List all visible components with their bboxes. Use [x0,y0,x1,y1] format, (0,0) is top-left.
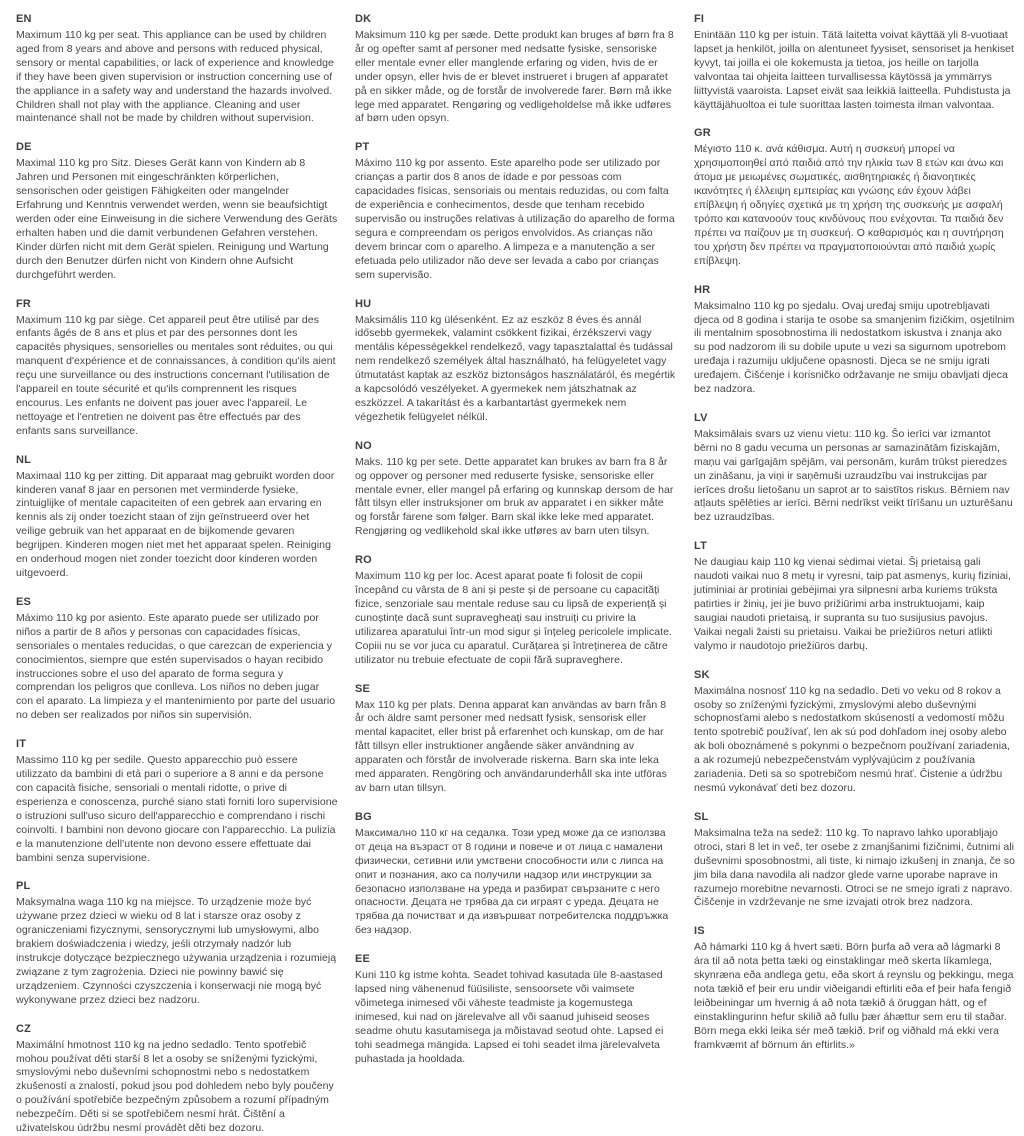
language-section-ro [355,554,677,667]
language-section-es [16,596,338,723]
language-code: BG [355,810,372,823]
section-text: Kuni 110 kg istme kohta. Seadet tohivad kasutada üle 8-aastased lapsed ning vähenenud füüsiliste, sensoorsete või vaimsete võimetega inimesed või väheste teadmiste ja kogemustega inimesed, kui nad on järelevalve all või saanud juhiseid seoses seadme ohutu kasutamisega ja mõistavad seotud ohte. Lapsed ei tohi seadmega mängida. Lapsed ei tohi seadet ilma järelevalveta puhastada ja hooldada. [355,969,664,1065]
language-code: FI [694,13,705,25]
section-text: Μέγιστο 110 κ. ανά κάθισμα. Αυτή η συσκευή μπορεί να χρησιμοποιηθεί από παιδιά από την ηλικία των 8 ετών και άνω και άτομα με μειωμένες σωματικές, αισθητηριακές ή διανοητικές ικανότητες ή έλλειψη εμπειρίας και γνώσης εάν έχουν λάβει επίβλεψη ή οδηγίες σχετικά με τη χρήση της συσκευής με ασφαλή τρόπο και κατανοούν τους κινδύνους που ενέχονται. Τα παιδιά δεν πρέπει να παίζουν με τη συσκευή. Ο καθαρισμός και η συντήρηση του χρήστη δεν πρέπει να πραγματοποιούνται από παιδιά χωρίς επίβλεψη. [694,143,1004,267]
language-code: EN [16,13,32,25]
language-section-pl [16,880,338,1007]
language-code: SE [355,682,371,695]
language-code: HU [355,297,372,310]
language-code: LV [694,411,708,424]
column-1 [16,13,338,1135]
language-code: NL [16,453,32,466]
language-code: IT [16,738,27,751]
language-code: DK [355,13,372,25]
language-code: PL [16,880,31,893]
section-text: Max 110 kg per plats. Denna apparat kan användas av barn från 8 år och äldre samt personer med nedsatt fysisk, sensorisk eller mental kapacitet, eller brist på erfarenhet och kunskap, om de har fått tillsyn eller instruktioner angående säker användning av apparaten och förstår de involverade riskerna. Barn ska inte leka med apparaten. Rengöring och användarunderhåll ska inte utföras av barn utan tillsyn. [355,698,667,794]
section-text: Maximum 110 kg per seat. This appliance can be used by children aged from 8 years and above and persons with reduced physical, sensory or mental capabilities, or lack of experience and knowledge if they have been given supervision or instruction concerning use of the appliance in a safety way and understand the hazards involved. Children shall not play with the appliance. Cleaning and user maintenance shall not be made by children without supervision. [16,29,334,125]
section-text: Maximum 110 kg par siège. Cet appareil peut être utilisé par des enfants âgés de 8 ans et plus et par des personnes dont les capacités physiques, sensorielles ou mentales sont réduites, ou qui manquent d'expérience et de connaissances, à condition qu'ils aient reçu une surveillance ou des instructions concernant l'utilisation de l'appareil en toute sécurité et qu'ils comprennent les risques encourus. Les enfants ne doivent pas jouer avec l'appareil. Le nettoyage et l'entretien ne doivent pas être effectués par des enfants sans surveillance. [16,313,336,437]
language-code: SK [694,668,710,681]
section-text: Maksimum 110 kg per sæde. Dette produkt kan bruges af børn fra 8 år og opefter samt af personer med nedsatte fysiske, sensoriske eller mentale evner eller manglende erfaring og viden, hvis de er under opsyn, eller hvis de er blevet instrueret i brugen af apparatet på en sikker måde, og de forstår de involverede farer. Børn må ikke lege med apparatet. Rengøring og vedligeholdelse må ikke udføres af børn uden opsyn. [355,29,674,125]
section-text: Að hámarki 110 kg á hvert sæti. Börn þurfa að vera að lágmarki 8 ára til að nota þetta tæki og einstaklingar með skerta líkamlega, skynræna eða andlega getu, eða skort á reynslu og þekkingu, mega nota tækið ef þeir eru undir viðeigandi eftirliti eða ef þeir hafa fengið leiðbeiningar um hvernig á að nota tækið á öruggan hátt, og ef einstaklingurinn hefur skilið að fullu þær áhættur sem eru til staðar. Börn mega ekki leika sér með tækið. Þrif og viðhald má ekki vera framkvæmt af börnum án eftirlits.» [694,941,1014,1051]
section-text: Maksimālais svars uz vienu vietu: 110 kg. Šo ierīci var izmantot bērni no 8 gadu vecuma un personas ar samazinātām fiziskajām, maņu vai garīgajām spējām, vai personām, kurām trūkst pieredzes un zināšanu, ja viņi ir saņēmuši uzraudzību vai instrukcijas par ierīces drošu lietošanu un saprot ar to saistītos riskus. Bērniem nav atļauts spēlēties ar ierīci. Bērni nedrīkst veikt tīrīšanu un uzturēšanu bez uzraudzības. [694,427,1013,524]
language-section-fi [694,13,1016,112]
section-text: Máximo 110 kg por asiento. Este aparato puede ser utilizado por niños a partir de 8 años y personas con capacidades físicas, sensoriales o mentales reducidas, o que carezcan de experiencia y conocimientos, siempre que estén supervisados o hayan recibido instrucciones sobre el uso del aparato de forma segura y comprendan los peligros que conlleva. Los niños no deben jugar con el aparato. La limpieza y el mantenimiento por parte del usuario no deben ser realizados por niños sin supervisión. [16,611,336,722]
language-section-de [16,141,338,282]
section-text: Ne daugiau kaip 110 kg vienai sėdimai vietai. Šį prietaisą gali naudoti vaikai nuo 8 metų ir vyresni, taip pat asmenys, kurių fiziniai, jutiminiai ar protiniai gebėjimai yra silpnesni arba kuriems trūksta patirties ir žinių, jei jie buvo prižiūrimi arba instruktuojami, kaip saugiai naudoti prietaisą, ir supranta su tuo susijusius pavojus. Vaikai negali žaisti su prietaisu. Vaikai be priežiūros neturi atlikti valymo ir naudotojo priežiūros darbų. [694,556,1011,652]
language-section-hu [355,298,677,425]
section-text: Maximálna nosnosť 110 kg na sedadlo. Deti vo veku od 8 rokov a osoby so zníženými fyzickými, zmyslovými alebo duševnými schopnosťami alebo s nedostatkom skúseností a vedomostí môžu tento spotrebič používať, len ak sú pod dohľadom inej osoby alebo ak boli oboznámené s pokynmi o bezpečnom používaní zariadenia, a ak rozumejú nebezpečenstvám vyplývajúcim z používania zariadenia. Deti sa so spotrebičom nesmú hrať. Čistenie a údržbu nesmú vykonávať deti bez dozoru. [694,684,1010,794]
language-section-se [355,683,677,796]
language-section-hr [694,284,1016,397]
language-section-dk [355,13,677,126]
section-text: Maks. 110 kg per sete. Dette apparatet kan brukes av barn fra 8 år og oppover og personer med reduserte fysiske, sensoriske eller mentale evner, eller mangel på erfaring og kunnskap dersom de har fått tilsyn eller instruksjoner om bruk av apparatet i en sikker måte og forstår farene som følger. Barn skal ikke leke med apparatet. Rengjøring og vedlikehold skal ikke utføres av barn uten tilsyn. [355,455,674,538]
column-3 [694,13,1016,1051]
language-code: GR [694,127,711,140]
language-code: CZ [16,1022,32,1035]
language-code: LT [694,540,708,553]
language-section-sl [694,811,1016,910]
section-text: Maximální hmotnost 110 kg na jedno sedadlo. Tento spotřebič mohou používat děti starší 8 let a osoby se sníženými fyzickými, smyslovými nebo duševními schopnostmi nebo s nedostatkem zkušeností a znalostí, pokud jsou pod dohledem nebo byly poučeny o používání spotřebiče bezpečným způsobem a rozumí případným nebezpečím. Děti si se spotřebičem nesmí hrát. Čištění a uživatelskou údržbu nesmí provádět děti bez dozoru. [16,1038,334,1135]
language-section-nl [16,454,338,581]
language-section-pt [355,141,677,282]
language-section-no [355,440,677,539]
language-code: RO [355,554,372,567]
section-text: Máximo 110 kg por assento. Este aparelho pode ser utilizado por crianças a partir dos 8 anos de idade e por pessoas com capacidades físicas, sensoriais ou mentais reduzidas, ou com falta de experiência e conhecimentos, desde que tenham recebido supervisão ou instruções relativas à utilização do aparelho de forma segura e compreendam os perigos envolvidos. As crianças não devem brincar com o aparelho. A limpeza e a manutenção a ser efetuada pelo utilizador não deve ser levada a cabo por crianças sem supervisão. [355,157,675,281]
section-text: Enintään 110 kg per istuin. Tätä laitetta voivat käyttää yli 8-vuotiaat lapset ja henkilöt, joilla on alentuneet fyysiset, sensoriset ja henkiset kyvyt, tai joilla ei ole kokemusta ja tietoa, jos heille on tarjolla valvontaa tai ohjeita laitteen turvallisessa käytössä ja ymmärrys liittyvistä vaaroista. Lapset eivät saa leikkiä laitteella. Puhdistusta ja käyttäjähuoltoa ei tule suorittaa lasten toimesta ilman valvontaa. [694,29,1014,111]
language-code: IS [694,925,705,938]
language-code: ES [16,595,32,608]
language-code: PT [355,141,370,154]
language-code: SL [694,810,709,823]
language-section-bg [355,811,677,938]
language-section-it [16,738,338,865]
language-section-en [16,13,338,126]
section-text: Maximum 110 kg per loc. Acest aparat poate fi folosit de copii începând cu vârsta de 8 ani și peste și de persoane cu capacități fizice, senzoriale sau mentale reduse sau cu lipsă de experiență și cunoștințe dacă sunt supravegheați sau instruiți cu privire la utilizarea aparatului într-un mod sigur și înțeleg pericolele implicate. Copiii nu se vor juca cu aparatul. Curățarea și întreținerea de către utilizator nu trebuie efectuate de copii fără supraveghere. [355,570,673,666]
language-code: FR [16,297,32,310]
section-text: Maximal 110 kg pro Sitz. Dieses Gerät kann von Kindern ab 8 Jahren und Personen mit eingeschränkten körperlichen, sensorischen oder geistigen Fähigkeiten oder mangelnder Erfahrung und Kenntnis verwendet werden, wenn sie beaufsichtigt werden oder eine Einweisung in die sichere Verwendung des Geräts erhalten haben und die damit verbundenen Gefahren verstehen. Kinder dürfen nicht mit dem Gerät spielen. Reinigung und Wartung durch den Benutzer dürfen nicht von Kindern ohne Aufsicht durchgeführt werden. [16,157,338,281]
language-code: DE [16,141,32,154]
section-text: Максимално 110 кг на седалка. Този уред може да се използва от деца на възраст от 8 години и повече и от лица с намалени физически, сетивни или умствени способности или с липса на опит и познания, ако са получили надзор или инструкции за безопасно използване на уреда и разбират свързаните с него опасности. Децата не трябва да си играят с уреда. Децата не трябва да почистват и да извършват потребителска поддръжка без надзор. [355,826,669,937]
language-section-ee [355,953,677,1066]
language-section-lt [694,540,1016,653]
language-code: HR [694,283,711,296]
language-section-cz [16,1023,338,1136]
section-text: Maximaal 110 kg per zitting. Dit apparaat mag gebruikt worden door kinderen vanaf 8 jaar en personen met verminderde fysieke, zintuiglijke of mentale capaciteiten of een gebrek aan ervaring en kennis als zij onder toezicht staan of zijn geïnstrueerd over het veilige gebruik van het apparaat en de bijkomende gevaren begrijpen. Kinderen mogen niet met het apparaat spelen. Reiniging en onderhoud mogen niet zonder toezicht door kinderen worden uitgevoerd. [16,469,335,579]
section-text: Maksimalno 110 kg po sjedalu. Ovaj uređaj smiju upotrebljavati djeca od 8 godina i starija te osobe sa smanjenim fizičkim, osjetilnim ili mentalnim sposobnostima ili nedostatkom iskustva i znanja ako su pod nadzorom ili su dobile upute u vezi sa sigurnom upotrebom uređaja i razumiju uključene opasnosti. Djeca se ne smiju igrati uređajem. Čišćenje i korisničko održavanje ne smiju obavljati djeca bez nadzora. [694,299,1015,396]
language-section-is [694,925,1016,1052]
column-2 [355,13,677,1065]
language-code: EE [355,953,371,966]
language-code: NO [355,439,372,452]
language-section-sk [694,669,1016,796]
section-text: Maksymalna waga 110 kg na miejsce. To urządzenie może być używane przez dzieci w wieku od 8 lat i starsze oraz osoby z ograniczeniami fizycznymi, sensorycznymi lub umysłowymi, albo brakiem doświadczenia i wiedzy, jeśli otrzymały nadzór lub instrukcje dotyczące bezpiecznego używania urządzenia i rozumieją związane z tym zagrożenia. Dzieci nie powinny bawić się urządzeniem. Czynności czyszczenia i konserwacji nie mogą być wykonywane przez dzieci bez nadzoru. [16,896,337,1006]
language-section-fr [16,298,338,439]
language-section-gr [694,127,1016,268]
section-text: Maksimalna teža na sedež: 110 kg. To napravo lahko uporabljajo otroci, stari 8 let in več, ter osebe z zmanjšanimi fizičnimi, čutnimi ali duševnimi sposobnostmi, ali tiste, ki nimajo izkušenj in znanja, če so jim bila dana navodila ali nadzor glede varne uporabe naprave in razumejo morebitne nevarnosti. Otroci se ne smejo igrati z napravo. Čiščenje in vzdrževanje ne sme izvajati otrok brez nadzora. [694,826,1015,909]
section-text: Massimo 110 kg per sedile. Questo apparecchio può essere utilizzato da bambini di età pari o superiore a 8 anni e da persone con capacità fisiche, sensoriali o mentali ridotte, o prive di esperienza e conoscenza, purché siano stati forniti loro supervisione o istruzioni sull'uso sicuro dell'apparecchio e comprendano i rischi coinvolti. I bambini non devono giocare con l'apparecchio. La pulizia e la manutenzione dell'utente non devono essere effettuate dai bambini senza supervisione. [16,754,338,864]
language-section-lv [694,412,1016,525]
section-text: Maksimális 110 kg ülésenként. Ez az eszköz 8 éves és annál idősebb gyermekek, valamint csökkent fizikai, érzékszervi vagy mentális képességekkel rendelkező, vagy tapasztalattal és tudással nem rendelkező személyek által használható, ha felügyeletet vagy útmutatást kaptak az eszköz biztonságos használatáról, és megértik a kapcsolódó veszélyeket. A gyermekek nem játszhatnak az eszközzel. A takarítást és a karbantartást gyermekek nem végezhetik felügyelet nélkül. [355,313,676,423]
